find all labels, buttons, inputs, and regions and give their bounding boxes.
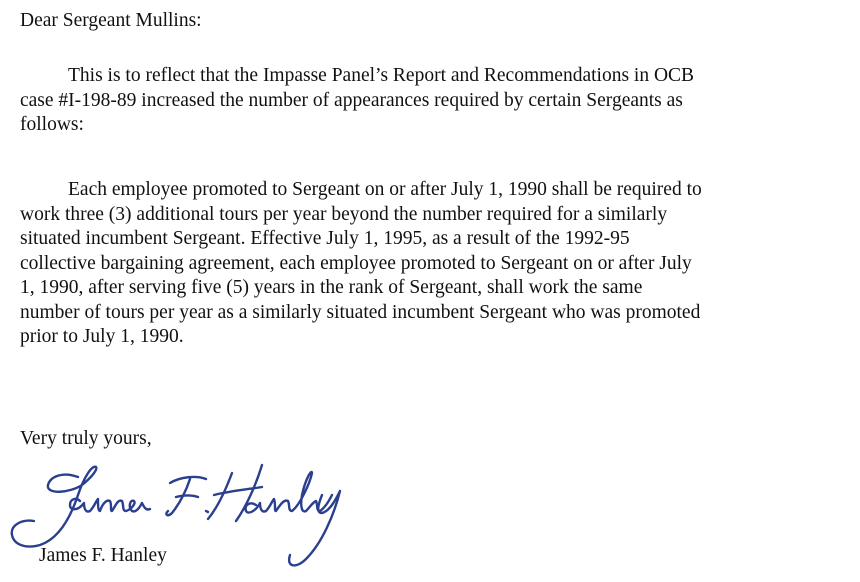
paragraph-line: prior to July 1, 1990. xyxy=(20,326,184,347)
handwritten-signature xyxy=(0,455,360,580)
paragraph-line: 1, 1990, after serving five (5) years in the rank of Sergeant, shall work the same xyxy=(20,277,643,298)
paragraph-impasse-panel xyxy=(20,64,850,138)
paragraph-tours-requirement xyxy=(20,178,850,350)
paragraph-line: This is to reflect that the Impasse Panel’s Report and Recommendations in OCB xyxy=(68,65,695,86)
paragraph-line: number of tours per year as a similarly situated incumbent Sergeant who was promoted xyxy=(20,301,701,323)
paragraph-line: collective bargaining agreement, each employee promoted to Sergeant on or after July xyxy=(20,252,692,274)
closing: Very truly yours, xyxy=(20,428,152,449)
paragraph-line: case #I-198-89 increased the number of appearances required by certain Sergeants as xyxy=(20,89,683,111)
signer-name: James F. Hanley xyxy=(39,545,167,566)
paragraph-line: situated incumbent Sergeant. Effective July 1, 1995, as a result of the 1992-95 xyxy=(20,228,630,249)
salutation: Dear Sergeant Mullins: xyxy=(20,10,202,31)
paragraph-line: follows: xyxy=(20,114,84,135)
paragraph-line: work three (3) additional tours per year beyond the number required for a similarly xyxy=(20,203,668,225)
paragraph-line: Each employee promoted to Sergeant on or after July 1, 1990 shall be required to xyxy=(68,179,702,200)
